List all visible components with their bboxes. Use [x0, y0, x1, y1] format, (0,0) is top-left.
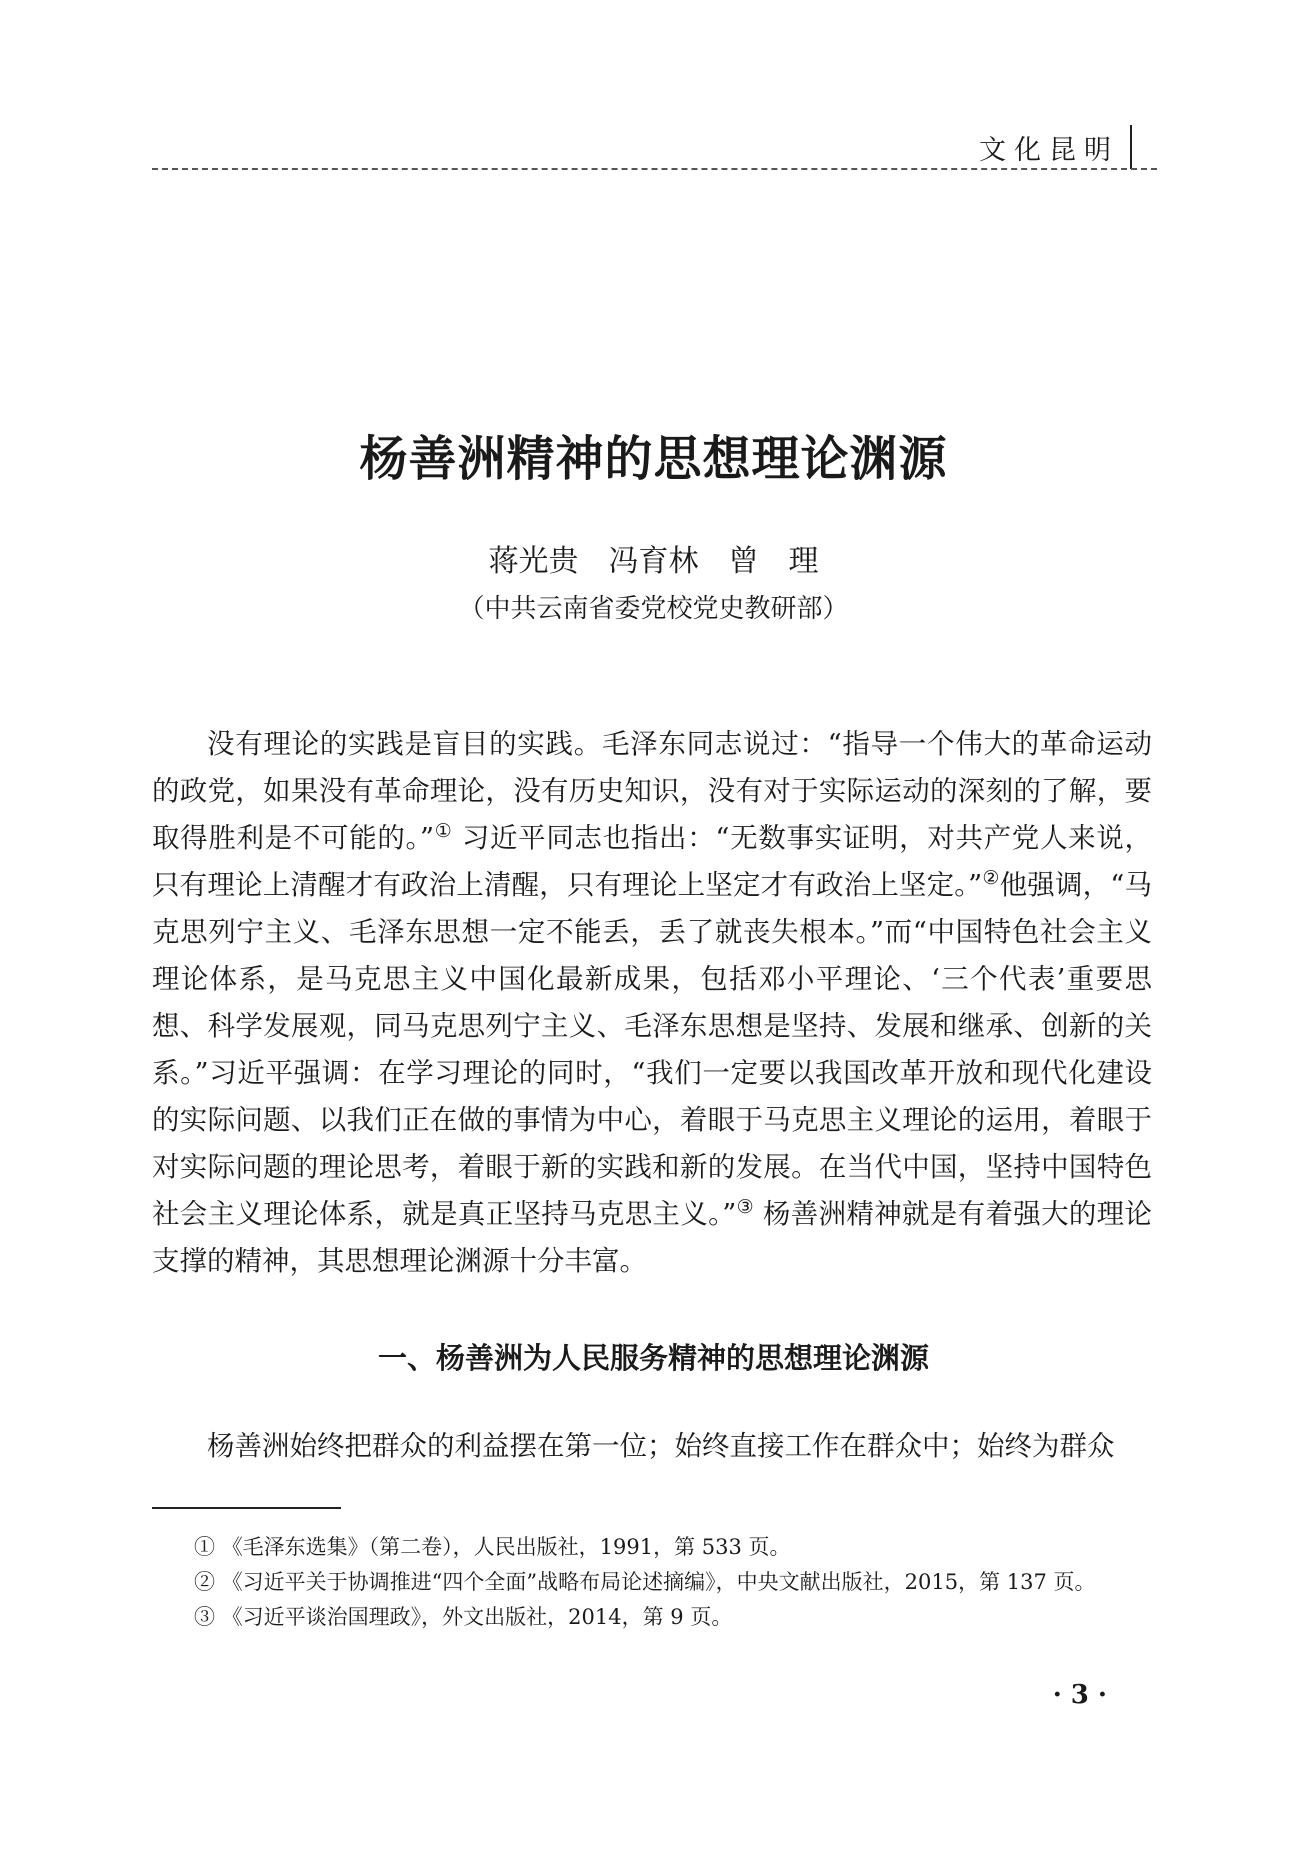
- intro-text-b: 习近平同志也指出：“无数事实证明，对共产党人来说，只有理论上清醒才有政治上清醒，只有理论上坚定才有政治上坚定。”: [152, 822, 1152, 901]
- footnote-3: [152, 1600, 1152, 1635]
- footnote-marker: ③: [194, 1605, 215, 1629]
- intro-text-a: 没有理论的实践是盲目的实践。毛泽东同志说过：“指导一个伟大的革命运动的政党，如果没有革命理论，没有历史知识，没有对于实际运动的深刻的了解，要取得胜利是不可能的。”: [152, 728, 1152, 854]
- footnote-marker: ②: [194, 1570, 215, 1594]
- section-heading: 一、杨善洲为人民服务精神的思想理论渊源: [377, 1341, 929, 1375]
- journal-header: 文化昆明: [979, 135, 1119, 166]
- page-number: · 3 ·: [1052, 1680, 1107, 1710]
- footnote-1: [152, 1530, 1152, 1565]
- intro-paragraph: [152, 721, 1152, 1285]
- footnote-ref-1[interactable]: ①: [434, 819, 453, 842]
- footnote-ref-3[interactable]: ③: [736, 1195, 754, 1218]
- intro-text-c: 他强调，“马克思列宁主义、毛泽东思想一定不能丢，丢了就丧失根本。”而“中国特色社会主义理论体系，是马克思主义中国化最新成果，包括邓小平理论、‘三个代表’重要思想、科学发展观，同马克思列宁主义、毛泽东思想是坚持、发展和继承、创新的关系。”习近平强调：在学习理论的同时，“我们一定要以我国改革开放和现代化建设的实际问题、以我们正在做的事情为中心，着眼于马克思主义理论的运用，着眼于对实际问题的理论思考，着眼于新的实践和新的发展。在当代中国，坚持中国特色社会主义理论体系，就是真正坚持马克思主义。”: [152, 869, 1152, 1230]
- footnote-2: [152, 1565, 1152, 1600]
- article-authors: 蒋光贵 冯育林 曾 理: [488, 544, 819, 579]
- footnote-marker: ①: [194, 1535, 215, 1559]
- footnote-ref-2[interactable]: ②: [982, 866, 1000, 889]
- section-paragraph: 杨善洲始终把群众的利益摆在第一位；始终直接工作在群众中；始终为群众: [207, 1430, 1115, 1462]
- footnotes: [152, 1530, 1152, 1635]
- article-title: 杨善洲精神的思想理论渊源: [359, 431, 948, 487]
- header-dashed-rule: [152, 168, 1157, 170]
- article-affiliation: （中共云南省委党校党史教研部）: [458, 594, 849, 624]
- footnote-text: 《习近平关于协调推进“四个全面”战略布局论述摘编》，中央文献出版社，2015，第 137 页。: [221, 1570, 1096, 1594]
- footnote-text: 《习近平谈治国理政》，外文出版社，2014，第 9 页。: [221, 1605, 733, 1629]
- footnote-rule: [152, 1507, 341, 1509]
- header-bar: [1130, 125, 1132, 169]
- intro-text-d: 杨善洲精神就是有着强大的理论支撑的精神，其思想理论渊源十分丰富。: [152, 1198, 1152, 1277]
- footnote-text: 《毛泽东选集》（第二卷），人民出版社，1991，第 533 页。: [221, 1535, 791, 1559]
